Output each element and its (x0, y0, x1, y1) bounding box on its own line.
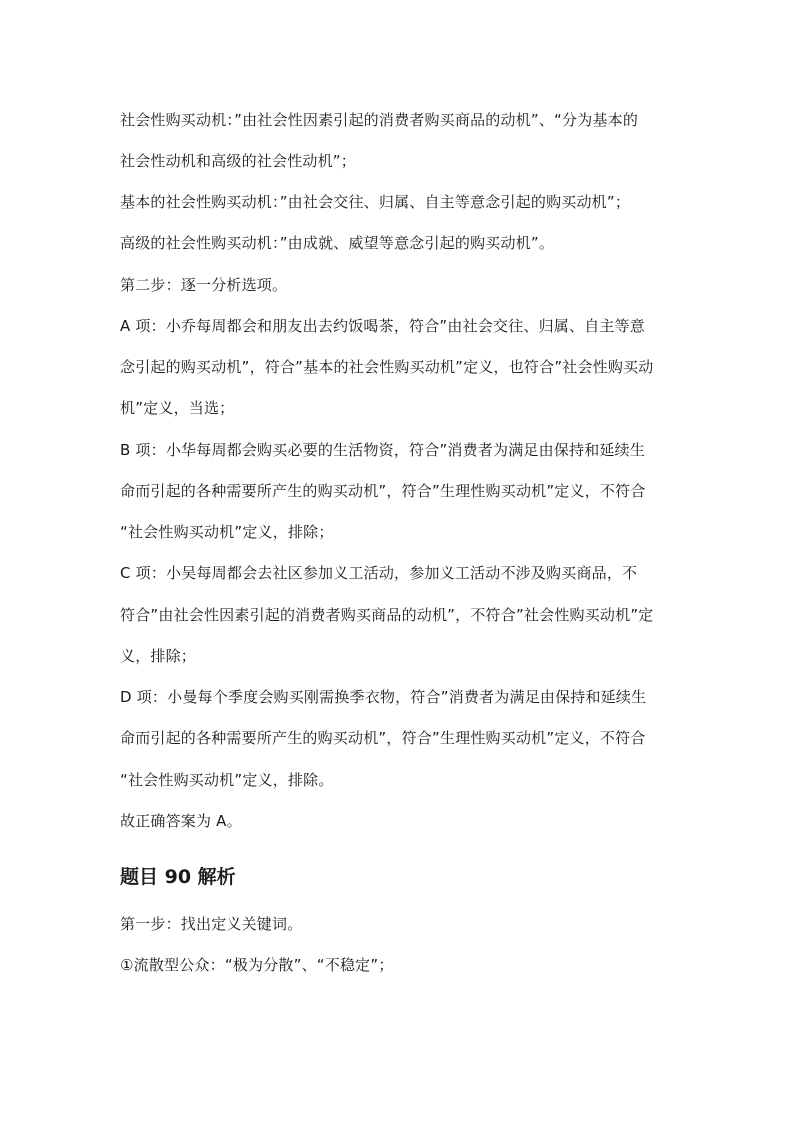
text-line: B 项：小华每周都会购买必要的生活物资，符合”消费者为满足由保持和延续生 (120, 441, 646, 459)
text-line: 义，排除； (120, 647, 197, 665)
text-line: 念引起的购买动机”，符合”基本的社会性购买动机”定义，也符合”社会性购买动 (120, 358, 654, 376)
text-line: 命而引起的各种需要所产生的购买动机”，符合”生理性购买动机”定义，不符合 (120, 729, 646, 747)
text-line: 第二步：逐一分析选项。 (120, 276, 288, 294)
text-line: A 项：小乔每周都会和朋友出去约饭喝茶，符合”由社会交往、归属、自主等意 (120, 317, 646, 335)
text-line: 故正确答案为 A。 (120, 812, 242, 830)
text-line: ①流散型公众：“极为分散”、“不稳定”； (120, 956, 394, 974)
section-heading: 题目 90 解析 (120, 866, 236, 888)
text-line: “社会性购买动机”定义，排除； (120, 523, 334, 541)
text-line: D 项：小曼每个季度会购买刚需换季衣物，符合”消费者为满足由保持和延续生 (120, 688, 647, 706)
text-line: “社会性购买动机”定义，排除。 (120, 771, 334, 789)
text-line: 机”定义，当选； (120, 399, 235, 417)
text-line: 第一步：找出定义关键词。 (120, 915, 303, 933)
text-line: 符合”由社会性因素引起的消费者购买商品的动机”，不符合”社会性购买动机”定 (120, 606, 654, 624)
text-line: 社会性购买动机：”由社会性因素引起的消费者购买商品的动机”、“分为基本的 (120, 111, 639, 129)
text-line: 命而引起的各种需要所产生的购买动机”，符合”生理性购买动机”定义，不符合 (120, 482, 646, 500)
text-line: 高级的社会性购买动机：”由成就、威望等意念引起的购买动机”。 (120, 234, 555, 252)
text-line: C 项：小吴每周都会去社区参加义工活动，参加义工活动不涉及购买商品，不 (120, 564, 638, 582)
text-line: 社会性动机和高级的社会性动机”； (120, 152, 356, 170)
text-line: 基本的社会性购买动机：”由社会交往、归属、自主等意念引起的购买动机”； (120, 193, 631, 211)
